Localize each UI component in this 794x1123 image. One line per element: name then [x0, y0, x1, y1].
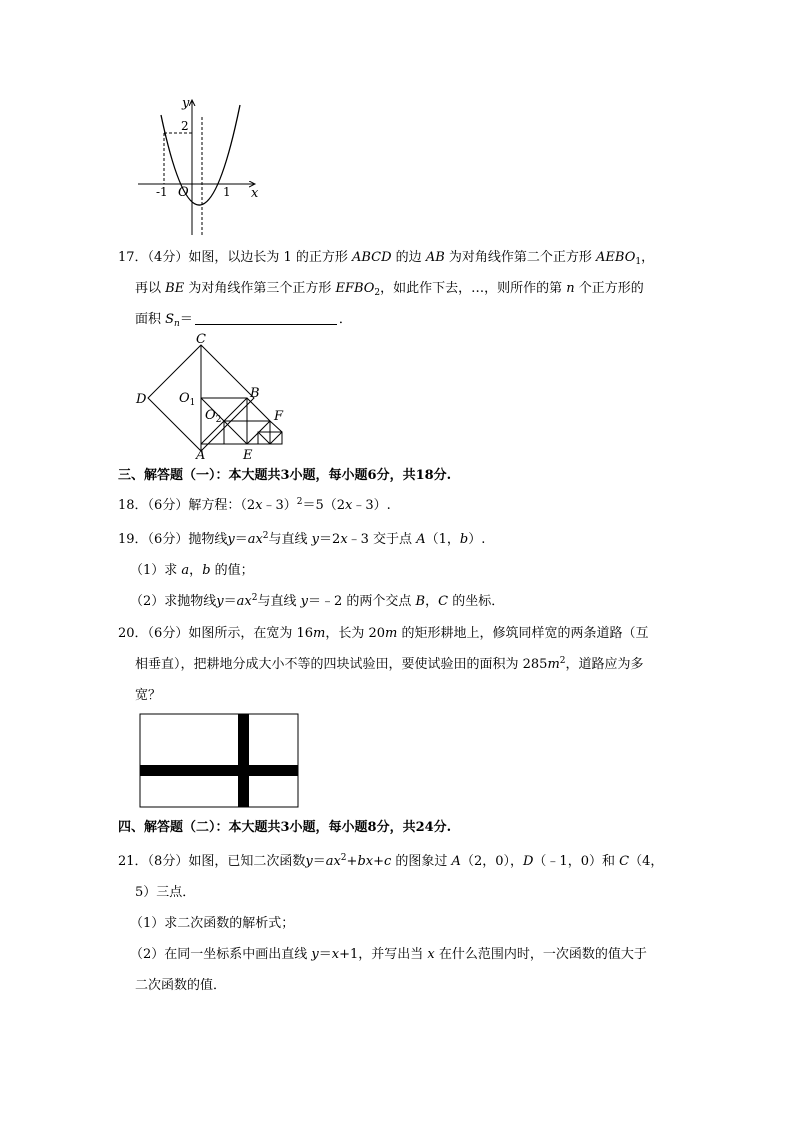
q17-math: ABCD — [351, 250, 392, 265]
q20-line-1 — [118, 624, 648, 644]
q17-math: AB — [425, 250, 445, 265]
q21-text: （4， — [629, 854, 664, 869]
q20-line-2 — [135, 655, 644, 675]
q21-line-last: 二次函数的值． — [135, 978, 227, 993]
tick-label-neg1: -1 — [156, 185, 168, 199]
q21-math: ax — [325, 854, 341, 869]
q21-part-2 — [130, 945, 647, 965]
square-edge — [270, 432, 282, 444]
q19-math: x — [340, 532, 348, 547]
q21-text: 在什么范围内时，一次函数的值大于 — [434, 947, 647, 962]
q17-text: 为对角线作第三个正方形 — [184, 281, 336, 296]
q18-math: x — [255, 498, 263, 513]
q19-text: （1， — [425, 532, 460, 547]
label-e: E — [243, 448, 253, 460]
q21-text: + — [373, 854, 384, 869]
q21-text: ＝ — [312, 854, 326, 869]
label-o1: $O_1$ — [179, 391, 196, 408]
square-edge — [258, 432, 270, 444]
q21-superscript: 2 — [340, 853, 347, 863]
q20-math: m — [385, 626, 398, 641]
q17-text: 面积 — [135, 312, 166, 327]
q19-text: 的坐标． — [448, 594, 505, 609]
q21-math: D — [522, 854, 534, 869]
q19-superscript: 2 — [251, 593, 258, 603]
q19-text: 的值； — [210, 563, 254, 578]
q20-math: m — [547, 657, 560, 672]
tick-label-1: 1 — [223, 185, 231, 199]
q17-subscript: n — [174, 319, 180, 329]
field-figure — [139, 713, 301, 810]
q21-math: y — [311, 947, 319, 962]
q21-text: 21．（8分）如图，已知二次函数 — [118, 854, 306, 869]
q17-text: ＝ — [179, 312, 193, 327]
q21-line-2: 5）三点． — [135, 885, 196, 900]
q19-math: y — [300, 594, 308, 609]
q18-math: x — [345, 498, 353, 513]
q21-text: 的图象过 — [391, 854, 452, 869]
q19-math: b — [202, 563, 211, 578]
q17-math: EFBO — [335, 281, 375, 296]
q21-math: x — [331, 947, 340, 962]
q19-math: C — [438, 594, 449, 609]
section-4-heading: 四、解答题（二）：本大题共3小题，每小题8分，共24分. — [118, 820, 452, 835]
q17-line-1 — [118, 248, 654, 268]
q17-math: BE — [165, 281, 185, 296]
q18-superscript: 2 — [296, 497, 303, 507]
q19-text: ， — [189, 563, 203, 578]
q17-text: ． — [338, 312, 352, 327]
answer-blank — [195, 310, 337, 325]
section-3-heading: 三、解答题（一）：本大题共3小题，每小题6分，共18分. — [118, 468, 452, 483]
q21-text: +1，并写出当 — [339, 947, 428, 962]
q19-math: a — [181, 563, 190, 578]
q21-math: c — [384, 854, 392, 869]
q17-subscript: 2 — [374, 288, 381, 298]
q21-text: ＝ — [318, 947, 332, 962]
q19-superscript: 2 — [262, 531, 269, 541]
q20-line-3: 宽？ — [135, 688, 162, 703]
q21-math: A — [451, 854, 461, 869]
q19-math: y — [227, 532, 235, 547]
q17-math: S — [165, 312, 175, 327]
q20-text: 20．（6分）如图所示，在宽为 16 — [118, 626, 313, 641]
q18-line — [118, 496, 391, 516]
q18-text: ﹣3）. — [352, 498, 391, 513]
q21-text: （2，0）， — [460, 854, 523, 869]
q21-math: x — [427, 947, 435, 962]
q17-text: ，如此作下去，…，则所作的第 — [380, 281, 567, 296]
q17-math: n — [566, 281, 575, 296]
q21-math: C — [619, 854, 630, 869]
q17-line-3 — [135, 310, 352, 330]
q19-math: y — [216, 594, 224, 609]
q19-text: ＝2 — [319, 532, 341, 547]
q18-text: 18．（6分）解方程：（2 — [118, 498, 256, 513]
q19-text: 与直线 — [268, 532, 312, 547]
q20-text: ，长为 20 — [325, 626, 386, 641]
label-f: F — [274, 409, 284, 424]
origin-label: O — [178, 185, 189, 200]
q19-text: ＝ — [223, 594, 237, 609]
q21-math: y — [305, 854, 313, 869]
q17-text: ， — [641, 250, 655, 265]
squares-figure — [130, 332, 290, 460]
q17-subscript: 1 — [635, 257, 642, 267]
q21-line-1 — [118, 852, 663, 872]
q19-text: ＝ — [234, 532, 248, 547]
q21-text: （﹣1，0）和 — [533, 854, 620, 869]
q19-math: b — [459, 532, 469, 547]
q19-part-2 — [130, 592, 504, 612]
q18-text: ﹣3） — [262, 498, 297, 513]
q17-text: 为对角线作第二个正方形 — [444, 250, 597, 265]
q19-text: ＝﹣2 的两个交点 — [307, 594, 416, 609]
label-a: A — [196, 448, 206, 460]
label-o2: $O_2$ — [205, 408, 222, 425]
q21-text: + — [346, 854, 358, 869]
y-axis-label: y — [182, 96, 190, 111]
q19-text: 19．（6分）抛物线 — [118, 532, 228, 547]
q19-text: ， — [425, 594, 439, 609]
field-outline — [140, 714, 298, 807]
q17-text: 个正方形的 — [574, 281, 644, 296]
q19-text: （1）求 — [130, 563, 182, 578]
q19-math: ax — [247, 532, 263, 547]
q17-text: 的边 — [391, 250, 426, 265]
road-horizontal — [140, 765, 298, 776]
q20-text: 的矩形耕地上，修筑同样宽的两条道路（互 — [397, 626, 649, 641]
q19-part-1 — [130, 561, 254, 581]
q18-text: ＝5（2 — [302, 498, 345, 513]
q19-line-1 — [118, 530, 485, 550]
q19-text: 与直线 — [257, 594, 301, 609]
q19-math: y — [311, 532, 320, 547]
q17-line-2 — [135, 279, 644, 299]
q20-superscript: 2 — [559, 656, 566, 666]
label-c: C — [196, 332, 206, 347]
q19-math: A — [416, 532, 426, 547]
q19-math: B — [415, 594, 426, 609]
q19-text: ）. — [468, 532, 486, 547]
q19-text: ﹣3 交于点 — [347, 532, 417, 547]
q21-part-1: （1）求二次函数的解析式； — [130, 916, 295, 931]
q19-math: ax — [236, 594, 252, 609]
q20-text: 相垂直），把耕地分成大小不等的四块试验田，要使试验田的面积为 285 — [135, 657, 548, 672]
q17-math: AEBO — [596, 250, 636, 265]
x-axis-label: x — [251, 186, 259, 201]
q20-text: ，道路应为多 — [565, 657, 644, 672]
q20-math: m — [313, 626, 326, 641]
parabola-figure — [130, 95, 270, 240]
q21-math: bx — [357, 854, 374, 869]
q21-text: （2）在同一坐标系中画出直线 — [130, 947, 312, 962]
q17-text: 再以 — [135, 281, 166, 296]
q19-text: （2）求抛物线 — [130, 594, 217, 609]
label-b: B — [250, 386, 260, 401]
square-edge — [247, 398, 270, 421]
label-d: D — [136, 392, 147, 407]
road-vertical — [238, 714, 249, 807]
q17-text: 17．（4分）如图，以边长为 1 的正方形 — [118, 250, 352, 265]
tick-label-2: 2 — [181, 119, 189, 133]
